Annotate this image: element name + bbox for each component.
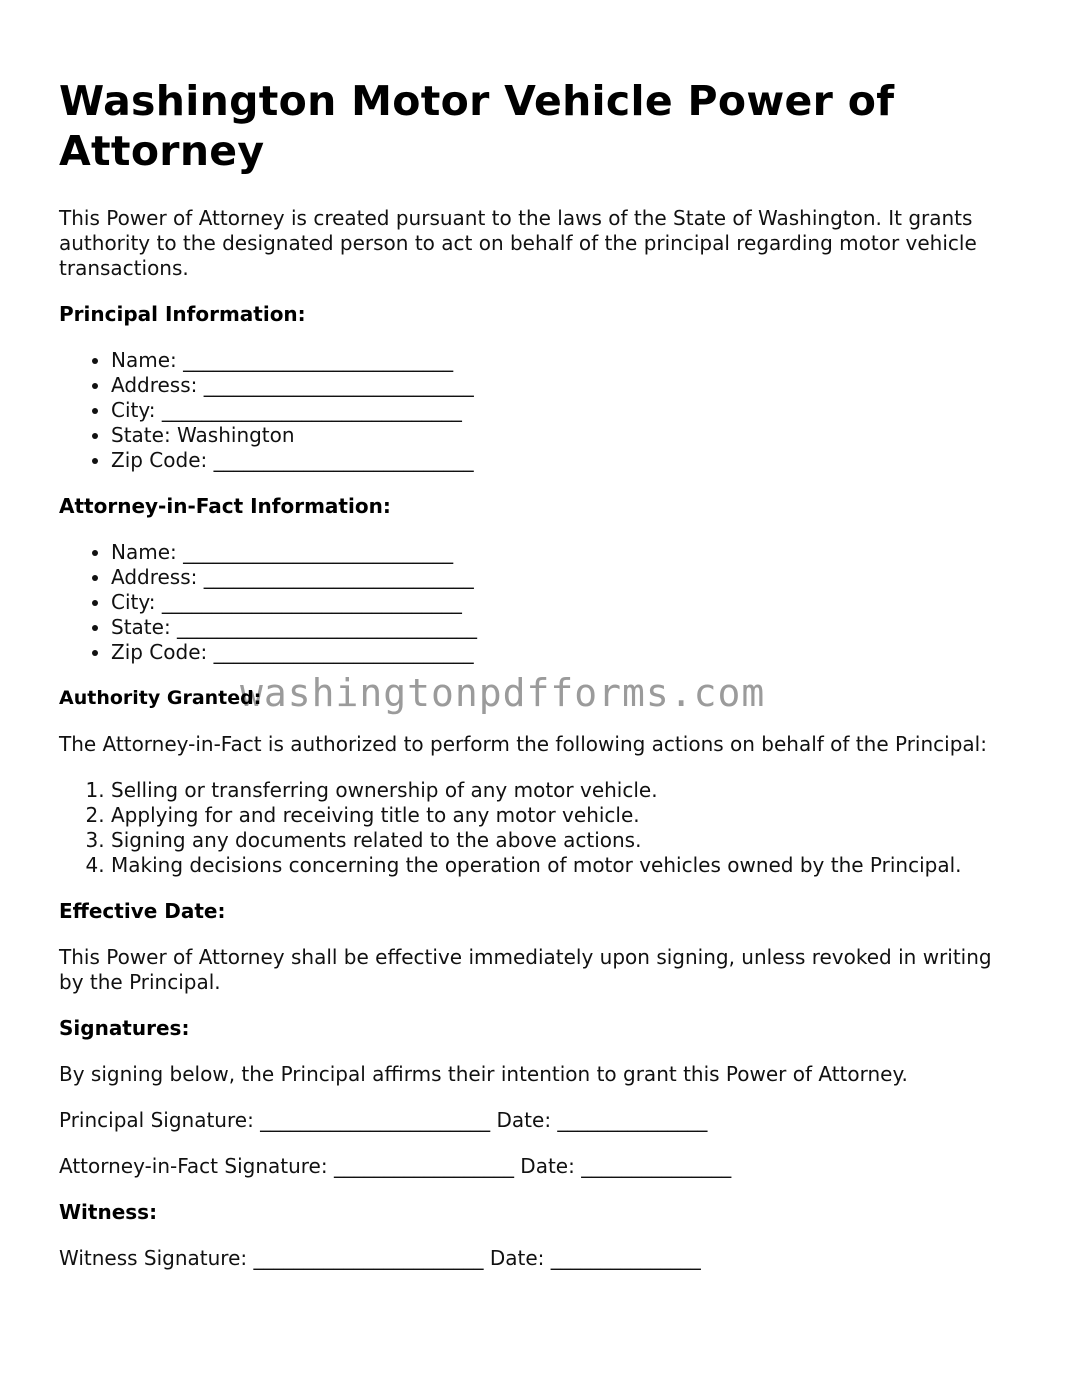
intro-paragraph: This Power of Attorney is created pursuant to the laws of the State of Washington. It grants authority to the designated person to act on behalf of the principal regarding motor vehicle transactions.: [59, 206, 977, 280]
authority-heading: Authority Granted:: [59, 687, 262, 709]
principal-city-field: • City: ______________________________: [111, 398, 1019, 423]
witness-heading: Witness:: [59, 1200, 158, 1224]
document-page: [59, 76, 1019, 1292]
signatures-text: By signing below, the Principal affirms their intention to grant this Power of Attorney.: [59, 1062, 908, 1086]
authority-action: 2. Applying for and receiving title to any motor vehicle.: [111, 803, 1019, 828]
attorney-address-field: • Address: ___________________________: [111, 565, 1019, 590]
attorney-zip-field: • Zip Code: __________________________: [111, 640, 1019, 665]
authority-action: 3. Signing any documents related to the above actions.: [111, 828, 1019, 853]
authority-action: 4. Making decisions concerning the operation of motor vehicles owned by the Principal.: [111, 853, 1019, 878]
authority-intro: The Attorney-in-Fact is authorized to perform the following actions on behalf of the Principal:: [59, 732, 987, 756]
effective-date-heading: Effective Date:: [59, 899, 226, 923]
attorney-heading: Attorney-in-Fact Information:: [59, 494, 391, 518]
authority-actions-list: [59, 778, 1019, 878]
authority-action: 1. Selling or transferring ownership of any motor vehicle.: [111, 778, 1019, 803]
effective-date-text: This Power of Attorney shall be effective immediately upon signing, unless revoked in writing by the Principal.: [59, 945, 992, 994]
attorney-signature-line: Attorney-in-Fact Signature: __________________ Date: _______________: [59, 1154, 732, 1178]
page-title: Washington Motor Vehicle Power of Attorney: [59, 77, 895, 175]
attorney-city-field: • City: ______________________________: [111, 590, 1019, 615]
attorney-list: [59, 540, 1019, 665]
principal-list: [59, 348, 1019, 473]
principal-state-field: • State: Washington: [111, 423, 1019, 448]
attorney-name-field: • Name: ___________________________: [111, 540, 1019, 565]
signatures-heading: Signatures:: [59, 1016, 190, 1040]
authority-heading-row: [59, 671, 1019, 715]
principal-heading: Principal Information:: [59, 302, 306, 326]
watermark: washingtonpdfforms.com: [240, 671, 766, 715]
principal-address-field: • Address: ___________________________: [111, 373, 1019, 398]
witness-signature-line: Witness Signature: _______________________ Date: _______________: [59, 1246, 701, 1270]
principal-zip-field: • Zip Code: __________________________: [111, 448, 1019, 473]
principal-name-field: • Name: ___________________________: [111, 348, 1019, 373]
principal-signature-line: Principal Signature: _______________________ Date: _______________: [59, 1108, 708, 1132]
attorney-state-field: • State: ______________________________: [111, 615, 1019, 640]
